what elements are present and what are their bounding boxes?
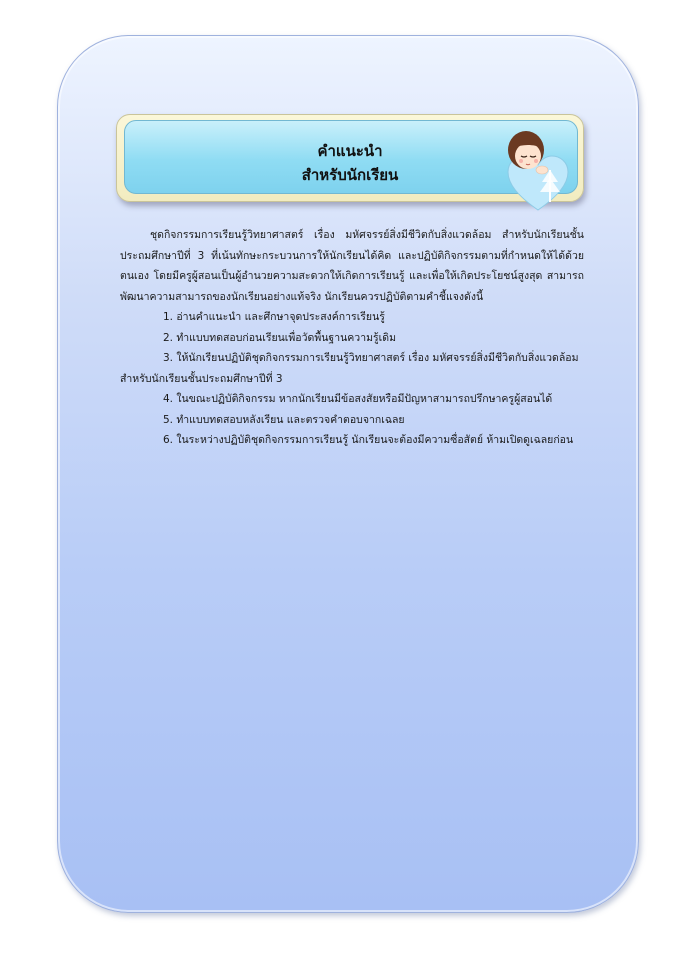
- list-item: 1. อ่านคำแนะนำ และศึกษาจุดประสงค์การเรียนรู้: [163, 311, 385, 323]
- instructions-body: [120, 225, 584, 451]
- page-title: คำแนะนำ: [317, 142, 383, 160]
- list-item: 6. ในระหว่างปฏิบัติชุดกิจกรรมการเรียนรู้ นักเรียนจะต้องมีความซื่อสัตย์ ห้ามเปิดดูเฉลยก่อน: [163, 434, 574, 446]
- list-item: 4. ในขณะปฏิบัติกิจกรรม หากนักเรียนมีข้อสงสัยหรือมีปัญหาสามารถปรึกษาครูผู้สอนได้: [163, 393, 553, 405]
- instruction-list: [120, 307, 584, 451]
- girl-sleeping-on-heart-icon: [498, 126, 578, 212]
- list-item: 2. ทำแบบทดสอบก่อนเรียนเพื่อวัดพื้นฐานความรู้เดิม: [163, 331, 396, 344]
- page-subtitle: สำหรับนักเรียน: [301, 166, 399, 184]
- intro-paragraph: ชุดกิจกรรมการเรียนรู้วิทยาศาสตร์ เรื่อง มหัศจรรย์สิ่งมีชีวิตกับสิ่งแวดล้อม สำหรับนักเรียนชั้นประถมศึกษาปีที่ 3 ที่เน้นทักษะกระบวนการให้นักเรียนได้คิด และปฏิบัติกิจกรรมตามที่กำหนดให้ได้ด้วยตนเอง โดยมีครูผู้สอนเป็นผู้อำนวยความสะดวกให้เกิดการเรียนรู้ และเพื่อให้เกิดประโยชน์สูงสุด สามารถพัฒนาความสามารถของนักเรียนอย่างแท้จริง นักเรียนควรปฏิบัติตามคำชี้แจงดังนี้: [120, 229, 584, 303]
- list-item: 5. ทำแบบทดสอบหลังเรียน และตรวจคำตอบจากเฉลย: [163, 413, 405, 426]
- list-item: 3. ให้นักเรียนปฏิบัติชุดกิจกรรมการเรียนรู้วิทยาศาสตร์ เรื่อง มหัศจรรย์สิ่งมีชีวิตกับสิ่งแวดล้อม สำหรับนักเรียนชั้นประถมศึกษาปีที่ 3: [120, 352, 579, 385]
